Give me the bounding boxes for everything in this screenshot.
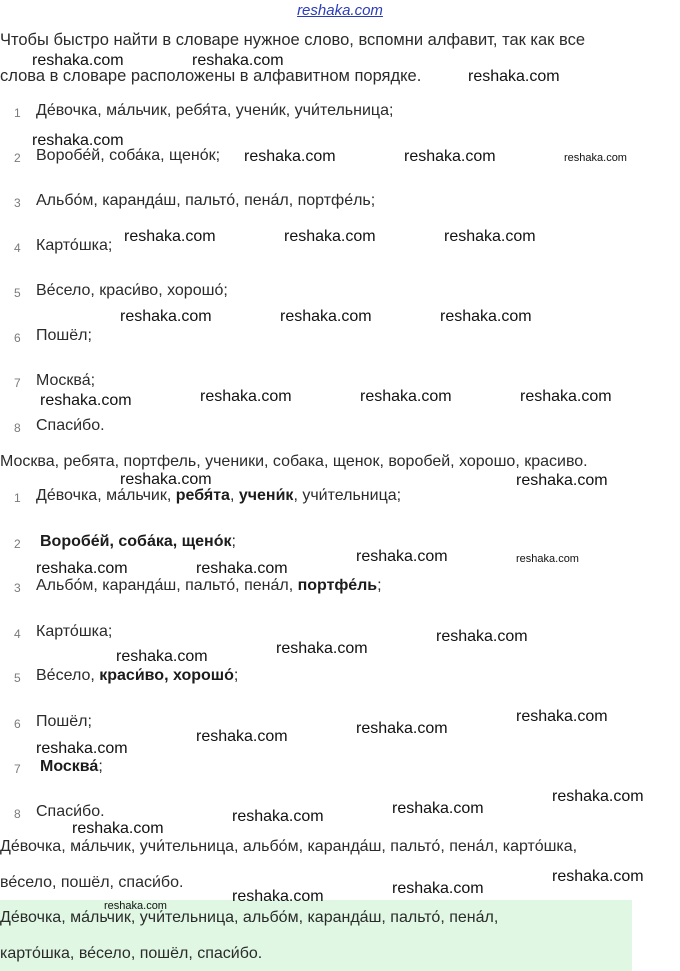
watermark: reshaka.com [32,52,124,69]
watermark: reshaka.com [124,228,216,245]
item-text: ; [98,758,103,775]
watermark: reshaka.com [360,388,452,405]
list-item-number: 1 [14,106,21,120]
watermark: reshaka.com [356,720,448,737]
list-item-number: 5 [14,286,21,300]
list-item: Пошёл; [36,327,92,344]
watermark: reshaka.com [72,820,164,837]
item-text-bold: Москва́ [40,758,99,775]
watermark: reshaka.com [404,148,496,165]
watermark: reshaka.com [284,228,376,245]
list-item-number: 2 [14,151,21,165]
item-text: Карто́шка; [36,623,113,640]
watermark: reshaka.com [120,471,212,488]
list-item-number: 2 [14,537,21,551]
list-item [40,758,103,776]
list-item [40,533,236,551]
watermark: reshaka.com [440,308,532,325]
list-item-number: 7 [14,376,21,390]
list-item-number: 6 [14,717,21,731]
list-item [36,577,382,595]
item-text: ; [377,577,382,594]
list-item-number: 7 [14,762,21,776]
list-item: Москва́; [36,372,96,389]
watermark: reshaka.com [244,148,336,165]
words-line: Москва, ребята, портфель, ученики, собака, щенок, воробей, хорошо, красиво. [0,453,588,470]
list-item: Спаси́бо. [36,417,105,434]
summary-line-2: ве́село, пошёл, спаси́бо. [0,874,184,891]
watermark: reshaka.com [120,308,212,325]
watermark: reshaka.com [392,880,484,897]
item-text-bold: учени́к [238,487,294,504]
answer-line-2: карто́шка, ве́село, пошёл, спаси́бо. [0,945,263,962]
watermark: reshaka.com [36,740,128,757]
item-text: ; [233,667,239,684]
list-item-number: 6 [14,331,21,345]
answer-line-1: Де́вочка, ма́льчик, учи́тельница, альбо́м, каранда́ш, пальто́, пена́л, [0,909,499,926]
list-item [36,487,401,505]
list-item-number: 1 [14,491,21,505]
list-item: Альбо́м, каранда́ш, пальто́, пена́л, портфе́ль; [36,192,376,209]
item-text-bold: портфе́ль [297,577,378,594]
list-item-number: 8 [14,421,21,435]
watermark: reshaka.com [516,472,608,489]
list-item: Де́вочка, ма́льчик, ребя́та, учени́к, учи́тельница; [36,102,394,119]
list-item [36,667,238,685]
watermark: reshaka.com [520,388,612,405]
watermark: reshaka.com [552,788,644,805]
watermark: reshaka.com [516,708,608,725]
intro-line-2: слова в словаре расположены в алфавитном порядке. [0,67,422,85]
watermark: reshaka.com [200,388,292,405]
watermark: reshaka.com [196,728,288,745]
list-item: Карто́шка; [36,237,113,254]
watermark: reshaka.com [392,800,484,817]
watermark: reshaka.com [40,392,132,409]
watermark: reshaka.com [516,553,579,565]
list-item [36,623,112,641]
item-text: , учи́тельница; [293,487,402,504]
site-link[interactable]: reshaka.com [297,2,383,19]
list-item-number: 3 [14,196,21,210]
list-item: Ве́село, краси́во, хорошо́; [36,282,228,299]
watermark: reshaka.com [116,648,208,665]
item-text-bold: Воробе́й, соба́ка, щено́к [40,533,232,550]
watermark: reshaka.com [32,132,124,149]
watermark: reshaka.com [232,888,324,905]
list-item-number: 8 [14,807,21,821]
summary-line-1: Де́вочка, ма́льчик, учи́тельница, альбо́м, каранда́ш, пальто́, пена́л, карто́шка, [0,838,578,855]
item-text-bold: ребя́та [175,487,230,504]
watermark: reshaka.com [104,900,167,912]
item-text: Спаси́бо. [36,803,105,820]
list-item: Воробе́й, соба́ка, щено́к; [36,147,221,164]
list-item-number: 5 [14,671,21,685]
item-text: , [229,487,239,504]
list-item [36,803,105,821]
list-item-number: 4 [14,241,21,255]
list-item-number: 4 [14,627,21,641]
intro-line-1: Чтобы быстро найти в словаре нужное слово, вспомни алфавит, так как все [0,31,585,49]
watermark: reshaka.com [280,308,372,325]
watermark: reshaka.com [232,808,324,825]
item-text: Ве́село, [36,667,100,684]
watermark: reshaka.com [444,228,536,245]
list-item [36,713,92,731]
watermark: reshaka.com [564,152,627,164]
item-text: Де́вочка, ма́льчик, [36,487,176,504]
watermark: reshaka.com [196,560,288,577]
item-text: Альбо́м, каранда́ш, пальто́, пена́л, [36,577,298,594]
list-item-number: 3 [14,581,21,595]
watermark: reshaka.com [36,560,128,577]
watermark: reshaka.com [436,628,528,645]
item-text: ; [231,533,236,550]
item-text-bold: краси́во, хорошо́ [99,667,234,684]
watermark: reshaka.com [276,640,368,657]
watermark: reshaka.com [468,68,560,85]
watermark: reshaka.com [356,548,448,565]
watermark: reshaka.com [552,868,644,885]
item-text: Пошёл; [36,713,92,730]
watermark: reshaka.com [192,52,284,69]
